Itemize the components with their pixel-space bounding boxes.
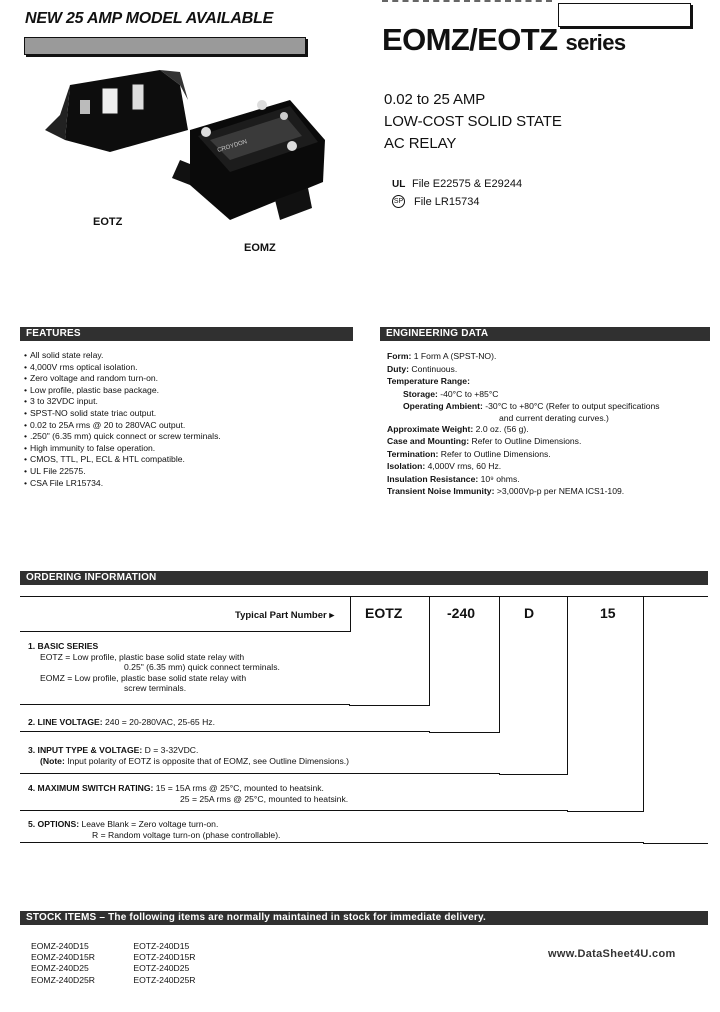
page-title: [382, 22, 625, 58]
input-bracket: [499, 596, 568, 775]
stock-items: [31, 941, 233, 986]
spec-termination: Termination: Refer to Outline Dimensions.: [387, 448, 551, 459]
stock-item: EOMZ-240D25R: [31, 974, 95, 985]
feature-item: • 0.02 to 25A rms @ 20 to 280VAC output.: [24, 420, 221, 432]
certifications: [392, 178, 522, 213]
spec-duty: Duty: Continuous.: [387, 363, 458, 374]
desc-line: LOW-COST SOLID STATE: [384, 113, 562, 130]
stock-item: EOMZ-240D25: [31, 963, 89, 974]
switch-rating-section: 4. MAXIMUM SWITCH RATING: 15 = 15A rms @ 25°C, mounted to heatsink. 25 = 25A rms @ 25°C, mounted to heatsink.: [28, 783, 349, 804]
part-code-rating: 15: [600, 605, 616, 621]
spec-temperature: Temperature Range:: [387, 376, 470, 386]
ul-logo-icon: UL: [392, 178, 406, 190]
stock-item: EOMZ-240D15: [31, 941, 89, 951]
spec-isolation: Isolation: 4,000V rms, 60 Hz.: [387, 461, 502, 471]
feature-item: • High immunity to false operation.: [24, 443, 221, 455]
feature-item: • All solid state relay.: [24, 350, 221, 362]
part-code-series: EOTZ: [365, 605, 403, 621]
desc-line: 0.02 to 25 AMP: [384, 91, 486, 108]
spec-weight: Approximate Weight: 2.0 oz. (56 g).: [387, 423, 529, 434]
part-code-input: D: [524, 605, 535, 621]
engineering-data: [387, 350, 707, 498]
feature-item: • CSA File LR15734.: [24, 478, 221, 490]
banner-grey-bar: [24, 37, 306, 55]
spec-form: Form: 1 Form A (SPST-NO).: [387, 351, 497, 361]
csa-file: File LR15734: [414, 195, 480, 208]
title-suffix: series: [565, 30, 626, 55]
engineering-heading: ENGINEERING DATA: [380, 327, 710, 341]
svg-text:CROYDON: CROYDON: [216, 139, 248, 154]
part-code-voltage: -240: [447, 605, 476, 621]
stock-column-eomz: [31, 941, 131, 986]
product-description: [384, 89, 562, 155]
features-list: [24, 350, 221, 489]
eomz-label: EOMZ: [244, 242, 276, 254]
feature-item: • SPST-NO solid state triac output.: [24, 408, 221, 420]
ordering-heading: ORDERING INFORMATION: [20, 571, 708, 585]
options-section: 5. OPTIONS: Leave Blank = Zero voltage turn-on. R = Random voltage turn-on (phase controllable).: [28, 819, 281, 840]
feature-item: • Zero voltage and random turn-on.: [24, 373, 221, 385]
options-line: [20, 842, 644, 843]
new-model-banner: NEW 25 AMP MODEL AVAILABLE: [25, 10, 274, 27]
stock-item: EOTZ-240D25R: [133, 974, 196, 985]
rating-line: [20, 810, 568, 811]
spec-operating: Operating Ambient: -30°C to +80°C (Refer to output specifications: [403, 401, 660, 411]
spec-operating-cont: and current derating curves.): [499, 412, 609, 423]
feature-item: • .250" (6.35 mm) quick connect or screw terminals.: [24, 431, 221, 443]
eotz-relay-image: [45, 70, 188, 152]
options-bracket: [643, 596, 708, 844]
series-bracket: [349, 596, 430, 706]
stock-item: EOTZ-240D15: [133, 941, 190, 951]
part-line-top: [20, 596, 350, 597]
title-series-name: EOMZ/EOTZ: [382, 22, 558, 57]
series-line: [20, 704, 350, 705]
feature-item: • Low profile, plastic base package.: [24, 385, 221, 397]
top-edge-dashes: [382, 0, 552, 6]
spec-storage: Storage: -40°C to +85°C: [403, 388, 499, 399]
rating-bracket: [567, 596, 644, 812]
spec-insulation: Insulation Resistance: 10⁹ ohms.: [387, 473, 520, 484]
csa-logo-icon: SP: [392, 195, 405, 208]
basic-series-section: 1. BASIC SERIES EOTZ = Low profile, plastic base solid state relay with 0.25" (6.35 mm) quick connect terminals. EOMZ = Low profile, plastic base solid state relay with screw terminals.: [28, 641, 280, 693]
input-type-section: 3. INPUT TYPE & VOLTAGE: D = 3-32VDC. (Note: Input polarity of EOTZ is opposite that of EOMZ, see Outline Dimensions.): [28, 745, 350, 766]
stock-item: EOTZ-240D25: [133, 963, 190, 974]
input-line: [20, 773, 500, 774]
eomz-relay-image: [172, 100, 325, 220]
spec-case: Case and Mounting: Refer to Outline Dimensions.: [387, 436, 582, 446]
desc-line: AC RELAY: [384, 135, 457, 152]
stock-column-eotz: [133, 941, 233, 986]
ul-file: File E22575 & E29244: [412, 178, 523, 190]
features-heading: FEATURES: [20, 327, 353, 341]
voltage-line: [20, 731, 430, 732]
stock-heading: STOCK ITEMS – The following items are normally maintained in stock for immediate delivery.: [20, 911, 708, 925]
product-photo: [40, 60, 340, 235]
feature-item: • UL File 22575.: [24, 466, 221, 478]
feature-item: • CMOS, TTL, PL, ECL & HTL compatible.: [24, 454, 221, 466]
feature-item: • 4,000V rms optical isolation.: [24, 362, 221, 374]
eotz-label: EOTZ: [93, 216, 123, 228]
part-line-bottom: [20, 631, 350, 632]
typical-part-label: Typical Part Number ▸: [235, 610, 335, 621]
spec-transient: Transient Noise Immunity: >3,000Vp-p per NEMA ICS1-109.: [387, 486, 625, 496]
stock-item: EOMZ-240D15R: [31, 952, 95, 963]
stock-item: EOTZ-240D15R: [133, 952, 196, 963]
watermark-link[interactable]: www.DataSheet4U.com: [548, 948, 676, 960]
voltage-bracket: [429, 596, 500, 733]
feature-item: • 3 to 32VDC input.: [24, 396, 221, 408]
line-voltage-section: 2. LINE VOLTAGE: 240 = 20-280VAC, 25-65 Hz.: [28, 717, 215, 727]
